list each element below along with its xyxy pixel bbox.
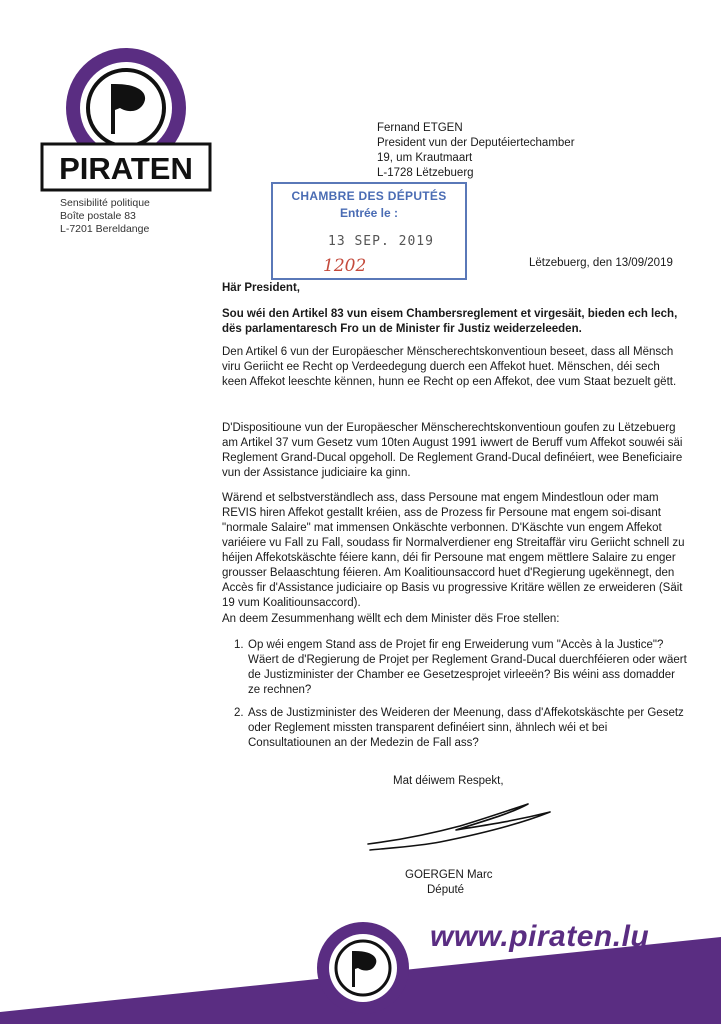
logo-wordmark: PIRATEN: [59, 151, 193, 186]
question-item: [222, 706, 687, 751]
signer-block: [405, 868, 493, 898]
question-list: [222, 638, 687, 698]
recipient-address: [377, 121, 575, 181]
salutation: Här President,: [222, 282, 300, 294]
stamp-number: 1202: [323, 256, 367, 276]
paragraph: Wärend et selbstverständlech ass, dass Persoune mat engem Mindestloun oder mam REVIS hiren Affekot gestallt kréien, ass de Prozess fir Persoune mat engem soi-disant "normale Salaire" mat immensen Onkäschte verbonnen. D'Käschte vun engem Affekot variéiere vu Fall zu Fall, soudass fir Normalverdiener eng Streitaffär viru Geriicht schnell zu héijen Affekotskäschte féiere kann, déi fir Persoune mat engem mëttlere Salaire zu enger grousser Belaaschtung féieren. Am Koalitiounsaccord huet d'Regierung ugekënnegt, den Accès fir d'Assistance judiciaire op Basis vu progressive Kritäre wëllen ze erweideren (Säit 19 vum Koalitiounsaccord).: [222, 492, 685, 609]
recipient-line: L-1728 Lëtzebuerg: [377, 167, 474, 179]
question-list: [222, 706, 687, 751]
question-text: Op wéi engem Stand ass de Projet fir eng Erweiderung vum "Accès à la Justice"? Wäert de d'Regierung de Projet per Reglement Grand-Ducal duerchféieren oder wäert de Justizminister der Chamber ee Gesetzesprojet virleeën? Bis wéini ass domadder ze rechnen?: [248, 639, 687, 696]
stamp-title: CHAMBRE DES DÉPUTÉS: [291, 189, 447, 203]
question-number: 1.: [234, 639, 244, 651]
recipient-line: Fernand ETGEN: [377, 122, 463, 134]
recipient-line: 19, um Krautmaart: [377, 152, 473, 164]
handwritten-signature: [360, 800, 560, 852]
paragraph: An deem Zesummenhang wëllt ech dem Minister dës Froe stellen:: [222, 613, 560, 625]
footer-logo: [317, 922, 409, 1014]
sender-line: Sensibilité politique: [60, 197, 150, 209]
question-text: Ass de Justizminister des Weideren der Meenung, dass d'Affekotskäschte per Gesetz oder Reglement missten transparent definéiert sinn, ähnlech wéi et bei Consultatiounen an der Medezin de Fall ass?: [248, 707, 684, 749]
stamp-date: 13 SEP. 2019: [328, 234, 434, 249]
closing: Mat déiwem Respekt,: [393, 775, 504, 787]
paragraph: D'Dispositioune vun der Europäescher Mënscherechtskonventioun goufen zu Lëtzebuerg am Artikel 37 vum Gesetz vum 10ten August 1991 iwwert de Beruff vum Affekot souwéi säi Reglement Grand-Ducal opgeholl. De Reglement Grand-Ducal definéiert, wee Beneficiaire vun der Assistance judiciaire ka ginn.: [222, 422, 683, 479]
signer-name: GOERGEN Marc: [405, 869, 493, 881]
paragraph: Den Artikel 6 vun der Europäescher Mënscherechtskonventioun beseet, dass all Mënsch viru Geriicht ee Recht op Verdeedegung duerch een Affekot huet. Mënschen, déi sech keen Affekot leeschte kënnen, hunn ee Recht op een Affekot, dee vum Staat bezuelt gëtt.: [222, 346, 677, 388]
question-item: [222, 638, 687, 698]
piraten-logo: [38, 44, 214, 194]
sender-line: Boîte postale 83: [60, 210, 136, 222]
footer-url-link[interactable]: www.piraten.lu: [430, 920, 650, 953]
signer-role: Député: [427, 884, 465, 896]
receipt-stamp: [271, 182, 467, 280]
stamp-subtitle: Entrée le :: [339, 206, 399, 220]
sender-line: L-7201 Bereldange: [60, 223, 150, 235]
letter-date: Lëtzebuerg, den 13/09/2019: [529, 257, 673, 269]
intro-paragraph: Sou wéi den Artikel 83 vun eisem Chambersreglement et virgesäit, bieden ech lech, dës parlamentaresch Fro un de Minister fir Justiz weiderzeleeden.: [222, 308, 678, 335]
sender-address: [60, 197, 150, 236]
question-number: 2.: [234, 707, 244, 719]
recipient-line: President vun der Deputéiertechamber: [377, 137, 575, 149]
